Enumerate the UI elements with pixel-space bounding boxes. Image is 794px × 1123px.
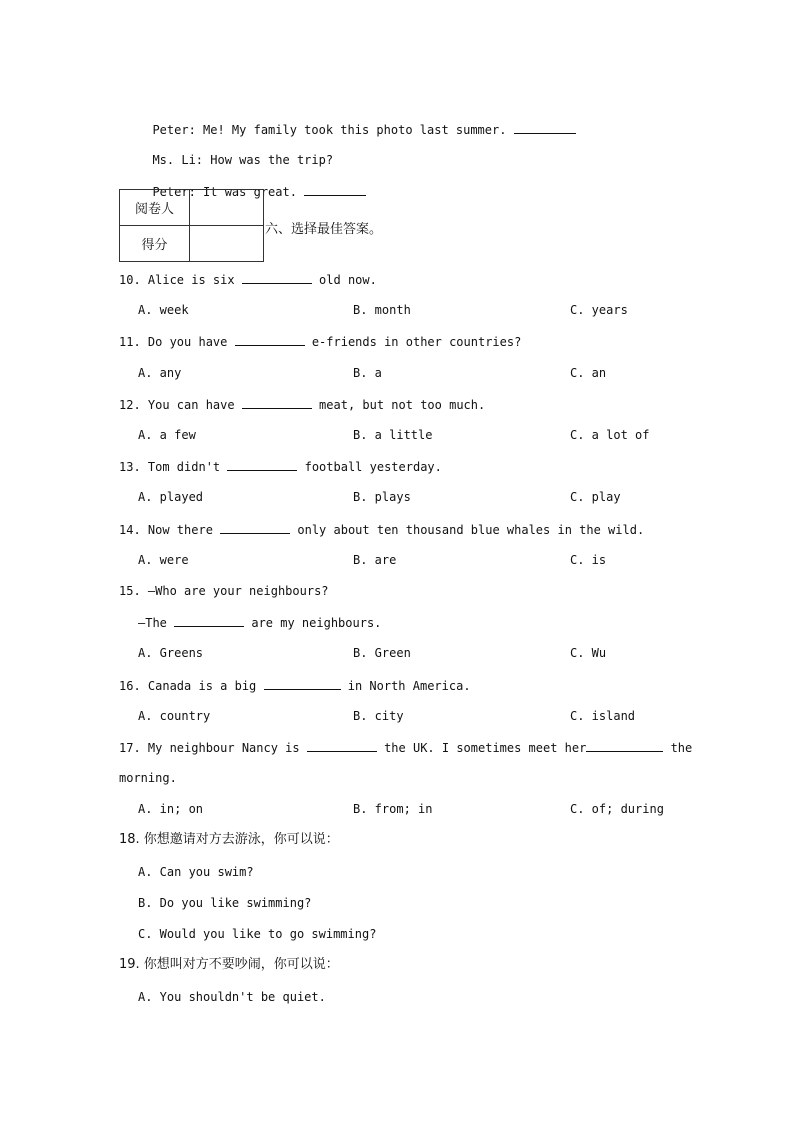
question-stem-end: e-friends in other countries? [304, 335, 522, 349]
option-17c[interactable]: C. of; during [570, 802, 664, 816]
question-15-reply [138, 614, 381, 631]
answer-blank[interactable] [220, 521, 290, 534]
question-stem: 17. My neighbour Nancy is [119, 741, 307, 755]
answer-blank[interactable] [227, 458, 297, 471]
option-17a[interactable]: A. in; on [138, 802, 204, 816]
score-label: 得分 [120, 226, 190, 262]
option-13a[interactable]: A. played [138, 490, 204, 504]
option-18b[interactable]: B. Do you like swimming? [138, 896, 312, 910]
answer-blank[interactable] [514, 121, 576, 134]
answer-blank[interactable] [307, 739, 377, 752]
option-12c[interactable]: C. a lot of [570, 428, 650, 442]
score-table [119, 189, 264, 262]
option-14c[interactable]: C. is [570, 553, 607, 567]
question-stem-end: are my neighbours. [244, 616, 382, 630]
option-18c[interactable]: C. Would you like to go swimming? [138, 927, 377, 941]
option-16c[interactable]: C. island [570, 709, 636, 723]
question-18: 18. 你想邀请对方去游泳，你可以说： [119, 832, 339, 847]
option-13b[interactable]: B. plays [353, 490, 411, 504]
reviewer-cell[interactable] [190, 190, 264, 226]
question-stem: 13. Tom didn't [119, 460, 228, 474]
question-10 [119, 271, 377, 288]
question-stem-end: football yesterday. [297, 460, 442, 474]
question-stem-end: meat, but not too much. [311, 398, 486, 412]
option-13c[interactable]: C. play [570, 490, 621, 504]
option-15a[interactable]: A. Greens [138, 646, 204, 660]
option-10c[interactable]: C. years [570, 303, 628, 317]
question-stem-end: only about ten thousand blue whales in the wild. [290, 523, 645, 537]
question-16 [119, 677, 471, 694]
option-10a[interactable]: A. week [138, 303, 189, 317]
dialog-text: Peter: Me! My family took this photo last summer. [152, 123, 514, 137]
question-15: 15. —Who are your neighbours? [119, 584, 329, 598]
dialog-text: Ms. Li: How was the trip? [152, 153, 334, 167]
option-19a[interactable]: A. You shouldn't be quiet. [138, 990, 326, 1004]
answer-blank[interactable] [304, 183, 366, 196]
option-15b[interactable]: B. Green [353, 646, 411, 660]
question-13 [119, 458, 442, 475]
option-14b[interactable]: B. are [353, 553, 397, 567]
option-15c[interactable]: C. Wu [570, 646, 607, 660]
dialog-line-1 [138, 105, 576, 138]
option-11c[interactable]: C. an [570, 366, 607, 380]
question-17-cont: morning. [119, 771, 177, 785]
question-stem-end: the [663, 741, 693, 755]
question-stem: 11. Do you have [119, 335, 235, 349]
question-stem-middle: the UK. I sometimes meet her [376, 741, 587, 755]
dialog-text: Peter: It was great. [152, 185, 305, 199]
question-19: 19. 你想叫对方不要吵闹，你可以说： [119, 957, 339, 972]
option-17b[interactable]: B. from; in [353, 802, 433, 816]
question-stem: 12. You can have [119, 398, 242, 412]
option-18a[interactable]: A. Can you swim? [138, 865, 254, 879]
question-stem: 14. Now there [119, 523, 221, 537]
option-14a[interactable]: A. were [138, 553, 189, 567]
dialog-line-2 [138, 136, 333, 168]
reviewer-label: 阅卷人 [120, 190, 190, 226]
question-stem: 16. Canada is a big [119, 679, 264, 693]
question-stem-end: in North America. [340, 679, 471, 693]
answer-blank[interactable] [242, 396, 312, 409]
question-stem: 10. Alice is six [119, 273, 242, 287]
option-16a[interactable]: A. country [138, 709, 211, 723]
answer-blank[interactable] [174, 614, 244, 627]
option-12a[interactable]: A. a few [138, 428, 196, 442]
option-16b[interactable]: B. city [353, 709, 404, 723]
question-14 [119, 521, 644, 538]
option-10b[interactable]: B. month [353, 303, 411, 317]
answer-blank[interactable] [235, 333, 305, 346]
question-stem: —The [138, 616, 175, 630]
score-cell[interactable] [190, 226, 264, 262]
answer-blank[interactable] [264, 677, 341, 690]
question-17 [119, 739, 692, 756]
question-12 [119, 396, 485, 413]
answer-blank[interactable] [242, 271, 312, 284]
answer-blank[interactable] [586, 739, 663, 752]
option-11b[interactable]: B. a [353, 366, 382, 380]
option-11a[interactable]: A. any [138, 366, 182, 380]
question-stem-end: old now. [311, 273, 377, 287]
option-12b[interactable]: B. a little [353, 428, 433, 442]
section-title: 六、选择最佳答案。 [265, 222, 383, 237]
question-11 [119, 333, 521, 350]
